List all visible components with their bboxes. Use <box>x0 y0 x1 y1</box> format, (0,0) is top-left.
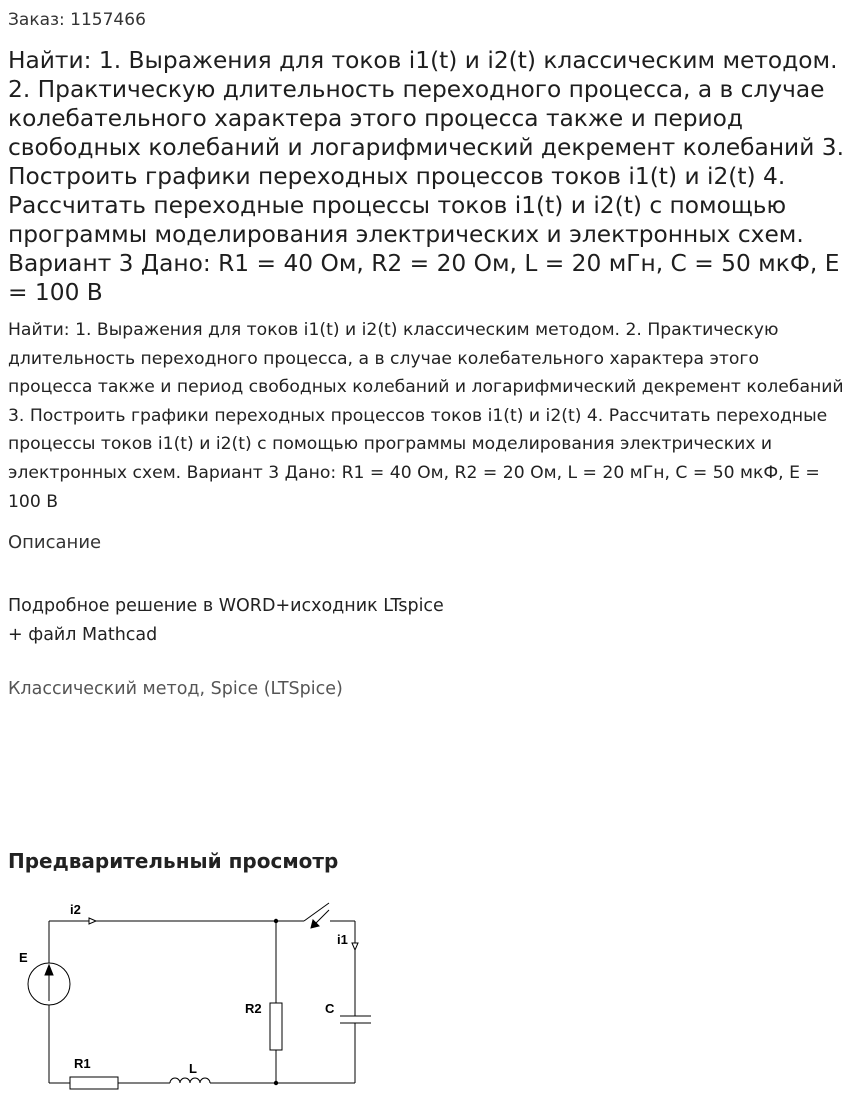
task-description: Найти: 1. Выражения для токов i1(t) и i2(t) классическим методом. 2. Практическую длительность переходного процесса, а в случае колебательного характера этого процесса также и период свободных колебаний и логарифмический декремент колебаний 3. Построить графики переходных процессов токов i1(t) и i2(t) 4. Рассчитать переходные процессы токов i1(t) и i2(t) с помощью программы моделирования электрических и электронных схем. Вариант 3 Дано: R1 = 40 Ом, R2 = 20 Ом, L = 20 мГн, C = 50 мкФ, E = 100 В <box>8 320 844 512</box>
inductor-l-icon <box>170 1078 210 1083</box>
label-r2: R2 <box>245 1001 262 1016</box>
solution-details <box>8 592 444 650</box>
order-number: Заказ: 1157466 <box>8 10 146 30</box>
description-label: Описание <box>8 532 102 553</box>
source-arrow-head-icon <box>45 965 53 975</box>
label-i2: i2 <box>70 902 81 917</box>
solution-line: Подробное решение в WORD+исходник LTspice <box>8 596 444 616</box>
i2-arrow-icon <box>89 918 96 924</box>
page-title: Найти: 1. Выражения для токов i1(t) и i2(t) классическим методом. 2. Практическую длительность переходного процесса, а в случае колебательного характера этого процесса также и период свободных колебаний и логарифмический декремент колебаний 3. Построить графики переходных процессов токов i1(t) и i2(t) 4. Рассчитать переходные процессы токов i1(t) и i2(t) с помощью программы моделирования электрических и электронных схем. Вариант 3 Дано: R1 = 40 Ом, R2 = 20 Ом, L = 20 мГн, C = 50 мкФ, E = 100 В <box>8 47 844 306</box>
label-c: C <box>325 1001 335 1016</box>
tag-link-classical-method[interactable]: Классический метод <box>8 679 200 699</box>
label-e: E <box>19 950 28 965</box>
label-r1: R1 <box>74 1056 91 1071</box>
resistor-r2-icon <box>270 1003 282 1050</box>
label-i1: i1 <box>337 932 348 947</box>
junction-dot <box>274 919 278 923</box>
switch-icon <box>304 903 329 921</box>
solution-line: + файл Mathcad <box>8 625 158 645</box>
circuit-diagram <box>0 880 400 1100</box>
tag-list <box>8 679 343 699</box>
label-l: L <box>189 1061 197 1076</box>
junction-dot <box>274 1081 278 1085</box>
resistor-r1-icon <box>70 1077 118 1089</box>
i1-arrow-icon <box>352 943 358 950</box>
tag-separator: , <box>199 679 211 699</box>
tag-link-spice[interactable]: Spice (LTSpice) <box>210 679 343 699</box>
preview-heading: Предварительный просмотр <box>8 849 339 873</box>
